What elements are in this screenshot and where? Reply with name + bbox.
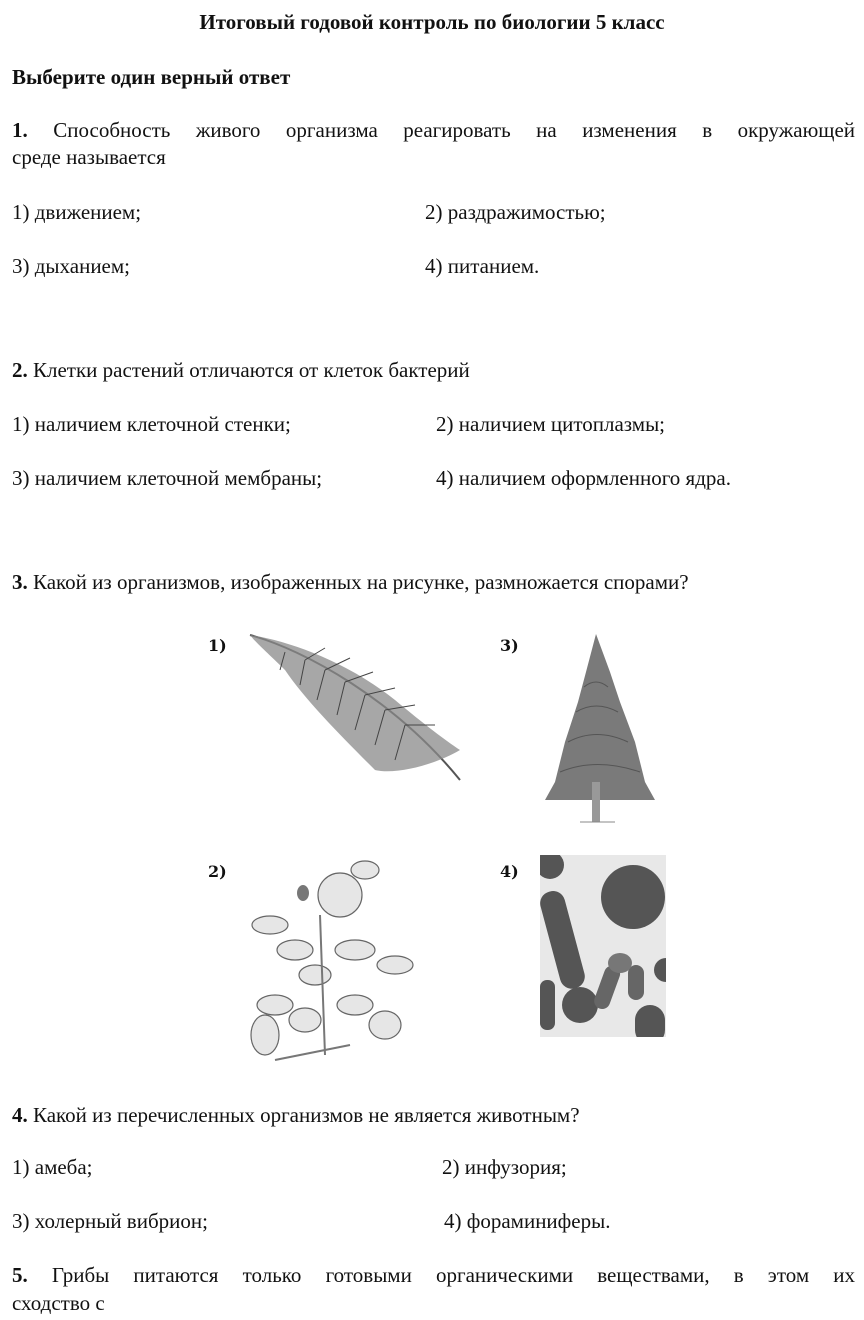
question-1-text — [12, 117, 855, 143]
question-4-text — [12, 1102, 580, 1128]
figure-label-1: 1) — [208, 636, 227, 655]
option-2-2: 2) наличием цитоплазмы; — [436, 412, 666, 436]
option-4-1: 1) амеба; — [12, 1155, 93, 1179]
question-text: Грибы питаются только готовыми органическими веществами, в этом их — [51, 1263, 855, 1287]
option-1-3: 3) дыханием; — [12, 254, 131, 278]
option-1-2: 2) раздражимостью; — [425, 200, 606, 224]
rosehip-branch-icon — [245, 855, 425, 1070]
option-2-3: 3) наличием клеточной мембраны; — [12, 466, 323, 490]
option-4-3: 3) холерный вибрион; — [12, 1209, 208, 1233]
option-1-4: 4) питанием. — [425, 254, 540, 278]
question-number: 5. — [12, 1263, 28, 1287]
figure-label-4: 4) — [500, 862, 519, 881]
question-text: Клетки растений отличаются от клеток бактерий — [33, 358, 470, 382]
question-text: Какой из организмов, изображенных на рисунке, размножается спорами? — [33, 570, 689, 594]
question-text: Какой из перечисленных организмов не является животным? — [33, 1103, 580, 1127]
option-2-1: 1) наличием клеточной стенки; — [12, 412, 291, 436]
question-number: 2. — [12, 358, 28, 382]
question-text: Способность живого организма реагировать на изменения в окружающей — [53, 118, 855, 142]
option-4-4: 4) фораминиферы. — [444, 1209, 611, 1233]
question-5-text — [12, 1262, 855, 1288]
bacteria-icon — [540, 855, 666, 1037]
question-5-text-cont: сходство с — [12, 1291, 105, 1315]
question-1-text-cont: среде называется — [12, 145, 166, 169]
figure-label-3: 3) — [500, 636, 519, 655]
question-3-text — [12, 569, 689, 595]
question-2-text — [12, 357, 470, 383]
option-1-1: 1) движением; — [12, 200, 142, 224]
option-2-4: 4) наличием оформленного ядра. — [436, 466, 731, 490]
figure-label-2: 2) — [208, 862, 227, 881]
option-4-2: 2) инфузория; — [442, 1155, 567, 1179]
question-number: 3. — [12, 570, 28, 594]
question-number: 4. — [12, 1103, 28, 1127]
spruce-tree-icon — [540, 632, 660, 827]
fern-leaf-icon — [245, 630, 470, 790]
instruction: Выберите один верный ответ — [12, 65, 291, 89]
page-title: Итоговый годовой контроль по биологии 5 класс — [199, 10, 665, 34]
question-number: 1. — [12, 118, 28, 142]
